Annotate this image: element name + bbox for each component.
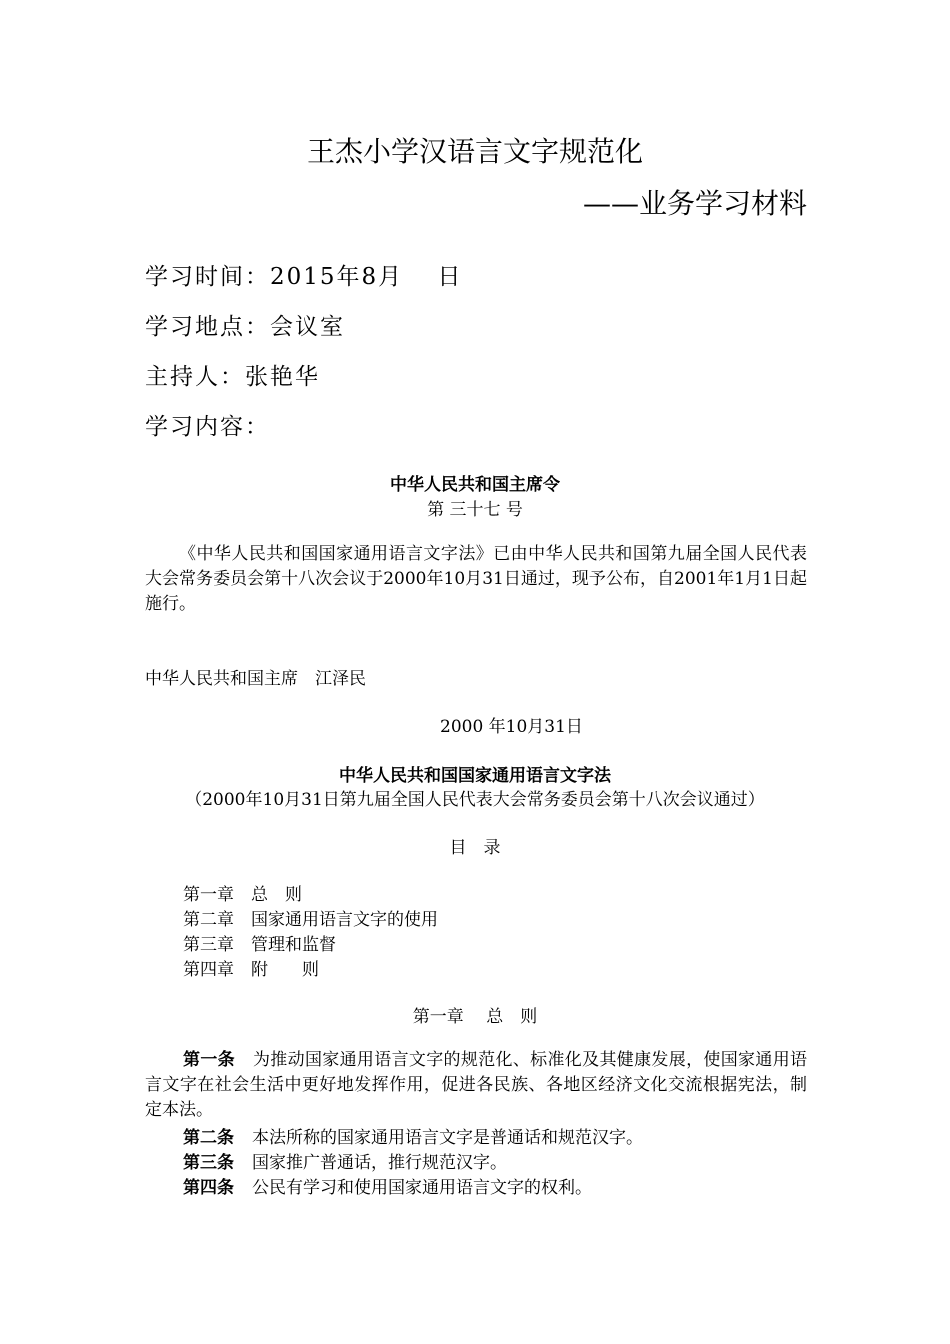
article-label: 第四条 [183,1178,234,1198]
study-place: 学习地点：会议室 [145,314,345,340]
article-label: 第一条 [183,1050,235,1070]
toc-item: 第二章 国家通用语言文字的使用 [183,910,438,930]
law-note: （2000年10月31日第九届全国人民代表大会常务委员会第十八次会议通过） [185,790,765,810]
toc-item: 第一章 总 则 [183,885,302,905]
study-host: 主持人：张艳华 [145,364,320,390]
law-heading: 中华人民共和国国家通用语言文字法 [339,766,611,786]
article-text: 本法所称的国家通用语言文字是普通话和规范汉字。 [252,1128,643,1148]
article-1 [145,1048,807,1123]
toc-item: 第三章 管理和监督 [183,935,336,955]
study-content-label: 学习内容： [145,414,270,440]
article-2 [183,1123,643,1148]
study-time: 学习时间：2015年8月 日 [145,264,463,290]
article-3 [183,1148,507,1173]
decree-signer: 中华人民共和国主席 江泽民 [145,669,366,689]
decree-heading: 中华人民共和国主席令 [390,475,560,495]
document-subtitle: ——业务学习材料 [582,187,807,220]
decree-text: 《中华人民共和国国家通用语言文字法》已由中华人民共和国第九届全国人民代表大会常务委员会第十八次会议于2000年10月31日通过，现予公布，自2001年1月1日起施行。 [145,544,807,614]
article-text: 为推动国家通用语言文字的规范化、标准化及其健康发展，使国家通用语言文字在社会生活中更好地发挥作用，促进各民族、各地区经济文化交流根据宪法，制定本法。 [145,1050,808,1120]
article-label: 第三条 [183,1153,234,1173]
article-text: 国家推广普通话，推行规范汉字。 [252,1153,507,1173]
chapter-heading: 第一章 总 则 [412,1007,538,1027]
decree-number: 第 三十七 号 [427,500,523,520]
toc-item: 第四章 附 则 [183,960,319,980]
decree-date: 2000 年10月31日 [440,717,583,737]
article-text: 公民有学习和使用国家通用语言文字的权利。 [252,1178,592,1198]
article-label: 第二条 [183,1128,234,1148]
article-4 [183,1173,592,1198]
toc-heading: 目 录 [449,838,501,858]
document-title: 王杰小学汉语言文字规范化 [306,135,643,168]
